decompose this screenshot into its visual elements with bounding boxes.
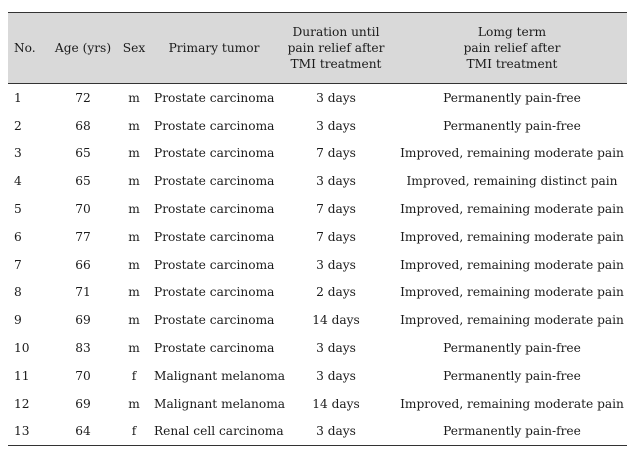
cell-sex: m	[128, 257, 140, 272]
cell-sex: m	[128, 90, 140, 105]
header-duration	[276, 13, 396, 84]
cell-age: 69	[75, 396, 91, 411]
header-age: Age (yrs)	[50, 13, 116, 84]
cell-long-term: Improved, remaining moderate pain	[400, 202, 624, 217]
header-long-term-line: pain relief after	[463, 41, 561, 55]
header-duration-line: pain relief after	[287, 41, 385, 55]
cell-age: 77	[75, 229, 91, 244]
cell-no: 8	[14, 285, 22, 300]
cell-long-term: Improved, remaining moderate pain	[400, 146, 624, 161]
cell-tumor: Malignant melanoma	[154, 396, 286, 411]
cell-sex: f	[131, 368, 137, 383]
cell-duration: 3 days	[316, 341, 356, 356]
cell-no: 3	[14, 146, 22, 161]
cell-sex: m	[128, 229, 140, 244]
cell-no: 6	[14, 229, 22, 244]
cell-duration: 3 days	[316, 90, 356, 105]
cell-no: 7	[14, 257, 22, 272]
cell-no: 11	[14, 368, 30, 383]
cell-age: 71	[75, 285, 91, 300]
table-row	[8, 334, 627, 362]
cell-no: 13	[8, 418, 50, 446]
cell-duration: 2 days	[316, 285, 356, 300]
table-row	[8, 418, 627, 446]
header-duration-line: TMI treatment	[290, 57, 382, 71]
cell-age: 70	[75, 368, 91, 383]
header-long-term-line: Lomg term	[477, 25, 547, 39]
header-primary-tumor: Primary tumor	[152, 13, 276, 84]
cell-tumor: Renal cell carcinoma	[152, 418, 276, 446]
cell-long-term: Improved, remaining distinct pain	[406, 174, 618, 189]
cell-sex: m	[128, 174, 140, 189]
cell-sex: m	[128, 285, 140, 300]
table-row	[8, 390, 627, 418]
table-row	[8, 167, 627, 195]
patient-table	[8, 12, 627, 446]
table-body	[8, 84, 627, 446]
cell-tumor: Prostate carcinoma	[154, 341, 275, 356]
cell-tumor: Prostate carcinoma	[154, 90, 275, 105]
cell-age: 65	[75, 174, 91, 189]
cell-sex: m	[128, 396, 140, 411]
cell-tumor: Prostate carcinoma	[154, 313, 275, 328]
cell-duration: 3 days	[316, 174, 356, 189]
patient-table-container	[8, 12, 624, 446]
table-row	[8, 251, 627, 279]
cell-long-term: Permanently pain-free	[396, 418, 627, 446]
cell-long-term: Permanently pain-free	[443, 341, 581, 356]
cell-sex: f	[116, 418, 152, 446]
cell-duration: 3 days	[316, 118, 356, 133]
cell-duration: 3 days	[316, 368, 356, 383]
cell-long-term: Improved, remaining moderate pain	[400, 313, 624, 328]
table-row	[8, 112, 627, 140]
cell-age: 70	[75, 202, 91, 217]
cell-long-term: Improved, remaining moderate pain	[400, 257, 624, 272]
cell-tumor: Prostate carcinoma	[154, 285, 275, 300]
table-row	[8, 223, 627, 251]
cell-duration: 7 days	[316, 146, 356, 161]
header-sex: Sex	[116, 13, 152, 84]
cell-sex: m	[128, 313, 140, 328]
cell-age: 66	[75, 257, 91, 272]
cell-age: 68	[75, 118, 91, 133]
cell-tumor: Prostate carcinoma	[154, 146, 275, 161]
cell-duration: 7 days	[316, 202, 356, 217]
cell-long-term: Improved, remaining moderate pain	[400, 396, 624, 411]
cell-long-term: Improved, remaining moderate pain	[400, 229, 624, 244]
cell-tumor: Prostate carcinoma	[154, 202, 275, 217]
cell-age: 65	[75, 146, 91, 161]
cell-age: 64	[50, 418, 116, 446]
table-row	[8, 279, 627, 307]
table-row	[8, 140, 627, 168]
cell-age: 72	[75, 90, 91, 105]
table-row	[8, 84, 627, 112]
cell-tumor: Prostate carcinoma	[154, 174, 275, 189]
cell-age: 69	[75, 313, 91, 328]
cell-duration: 14 days	[312, 396, 360, 411]
cell-sex: m	[128, 341, 140, 356]
cell-no: 9	[14, 313, 22, 328]
cell-no: 12	[14, 396, 30, 411]
cell-tumor: Malignant melanoma	[154, 368, 286, 383]
table-row	[8, 195, 627, 223]
header-long-term-line: TMI treatment	[466, 57, 558, 71]
cell-no: 2	[14, 118, 22, 133]
cell-no: 4	[14, 174, 22, 189]
cell-long-term: Permanently pain-free	[443, 90, 581, 105]
cell-tumor: Prostate carcinoma	[154, 229, 275, 244]
cell-long-term: Permanently pain-free	[443, 368, 581, 383]
cell-tumor: Prostate carcinoma	[154, 257, 275, 272]
cell-sex: m	[128, 118, 140, 133]
cell-no: 5	[14, 202, 22, 217]
header-no: No.	[8, 13, 50, 84]
cell-duration: 3 days	[316, 257, 356, 272]
header-duration-line: Duration until	[292, 25, 380, 39]
cell-long-term: Improved, remaining moderate pain	[400, 285, 624, 300]
cell-duration: 7 days	[316, 229, 356, 244]
cell-duration: 14 days	[312, 313, 360, 328]
header-long-term	[396, 13, 627, 84]
cell-long-term: Permanently pain-free	[443, 118, 581, 133]
table-row	[8, 362, 627, 390]
table-row	[8, 306, 627, 334]
cell-no: 1	[14, 90, 22, 105]
cell-sex: m	[128, 202, 140, 217]
cell-age: 83	[75, 341, 91, 356]
cell-sex: m	[128, 146, 140, 161]
table-header-row	[8, 13, 627, 84]
cell-no: 10	[14, 341, 30, 356]
cell-duration: 3 days	[276, 418, 396, 446]
cell-tumor: Prostate carcinoma	[154, 118, 275, 133]
